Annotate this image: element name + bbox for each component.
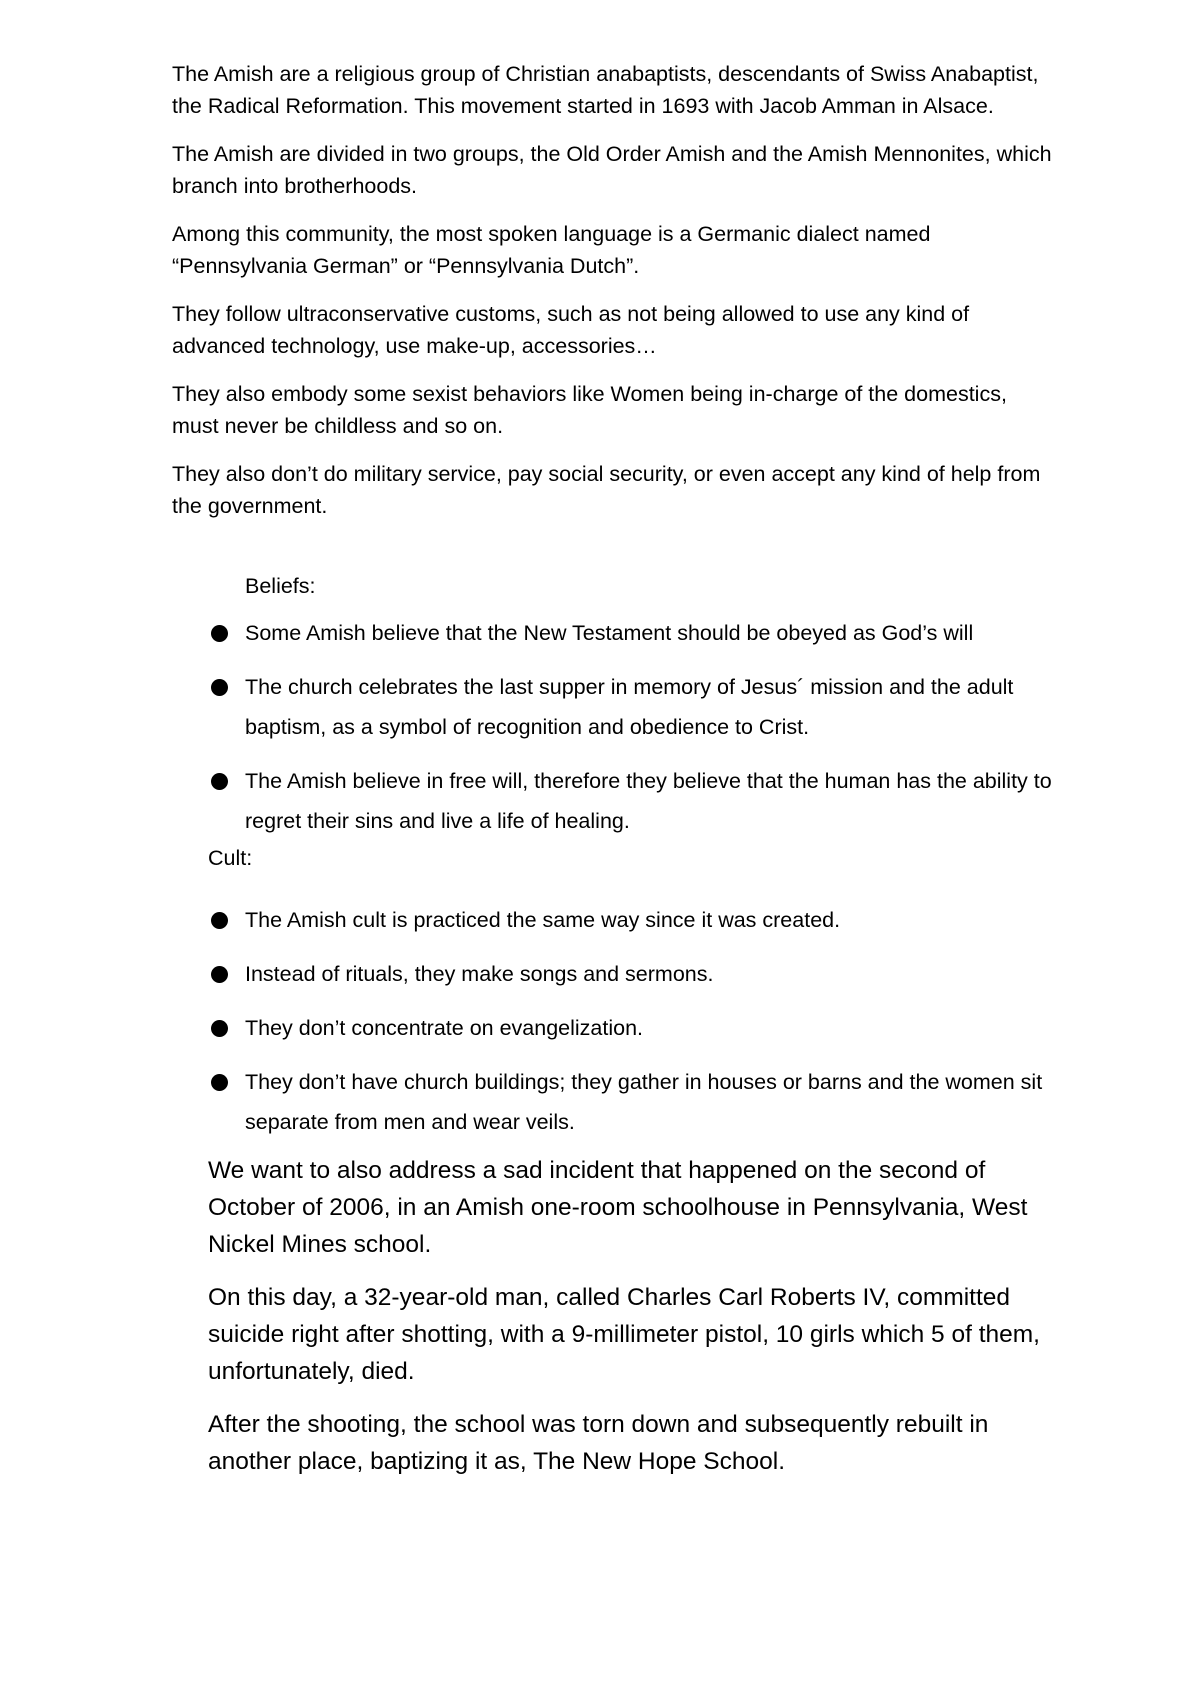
list-item	[208, 900, 1058, 940]
list-item-text: Some Amish believe that the New Testament should be obeyed as God’s will	[245, 621, 974, 645]
bullet-icon	[211, 966, 228, 983]
intro-paragraph-customs: They follow ultraconservative customs, such as not being allowed to use any kind of advanced technology, use make-up, accessories…	[172, 302, 970, 358]
bullet-icon	[211, 1074, 228, 1091]
list-item	[208, 613, 1058, 653]
incident-paragraph-intro: We want to also address a sad incident that happened on the second of October of 2006, in an Amish one-room schoolhouse in Pennsylvania, West Nickel Mines school.	[208, 1157, 1028, 1258]
list-item-text: The Amish cult is practiced the same way since it was created.	[245, 908, 841, 932]
list-item	[208, 1008, 1058, 1048]
intro-paragraph-government: They also don’t do military service, pay social security, or even accept any kind of help from the government.	[172, 462, 1041, 518]
cult-list	[208, 900, 1058, 1156]
intro-paragraph-origin: The Amish are a religious group of Christian anabaptists, descendants of Swiss Anabaptist, the Radical Reformation. This movement started in 1693 with Jacob Amman in Alsace.	[172, 62, 1039, 118]
bullet-icon	[211, 912, 228, 929]
bullet-icon	[211, 679, 228, 696]
list-item	[208, 954, 1058, 994]
list-item-text: Instead of rituals, they make songs and sermons.	[245, 962, 714, 986]
list-item-text: They don’t concentrate on evangelization.	[245, 1016, 644, 1040]
bullet-icon	[211, 1020, 228, 1037]
incident-paragraph-event: On this day, a 32-year-old man, called Charles Carl Roberts IV, committed suicide right after shotting, with a 9-millimeter pistol, 10 girls which 5 of them, unfortunately, died.	[208, 1284, 1040, 1385]
incident-section	[208, 1152, 1058, 1496]
beliefs-list	[208, 613, 1058, 855]
list-item	[208, 761, 1058, 841]
intro-paragraph-language: Among this community, the most spoken language is a Germanic dialect named “Pennsylvania German” or “Pennsylvania Dutch”.	[172, 222, 931, 278]
list-item-text: The church celebrates the last supper in memory of Jesus´ mission and the adult baptism, as a symbol of recognition and obedience to Crist.	[245, 675, 1014, 739]
list-item-text: They don’t have church buildings; they gather in houses or barns and the women sit separate from men and wear veils.	[245, 1070, 1043, 1134]
intro-paragraph-behaviors: They also embody some sexist behaviors like Women being in-charge of the domestics, must never be childless and so on.	[172, 382, 1007, 438]
bullet-icon	[211, 773, 228, 790]
incident-paragraph-aftermath: After the shooting, the school was torn down and subsequently rebuilt in another place, baptizing it as, The New Hope School.	[208, 1411, 989, 1475]
intro-section	[172, 58, 1052, 538]
bullet-icon	[211, 625, 228, 642]
list-item	[208, 667, 1058, 747]
cult-heading: Cult:	[208, 846, 253, 870]
list-item	[208, 1062, 1058, 1142]
list-item-text: The Amish believe in free will, therefore they believe that the human has the ability to regret their sins and live a life of healing.	[245, 769, 1052, 833]
beliefs-heading: Beliefs:	[245, 574, 316, 598]
intro-paragraph-groups: The Amish are divided in two groups, the Old Order Amish and the Amish Mennonites, which branch into brotherhoods.	[172, 142, 1052, 198]
